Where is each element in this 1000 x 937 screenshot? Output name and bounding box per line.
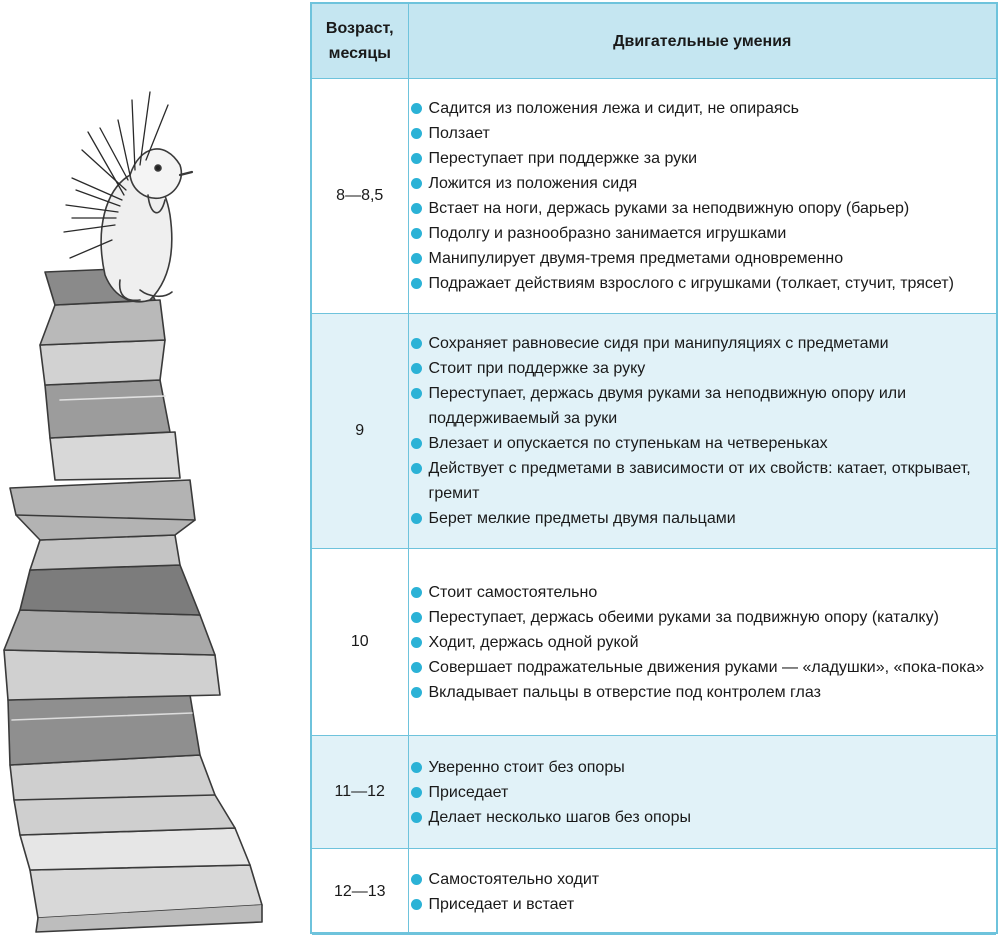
skill-item: Стоит при поддержке за руку: [409, 356, 997, 381]
skills-cell: [408, 736, 996, 849]
skill-item: Делает несколько шагов без опоры: [409, 805, 997, 830]
age-header-line-2: месяцы: [328, 45, 391, 62]
skills-table: [312, 4, 996, 935]
skill-item: Ходит, держась одной рукой: [409, 630, 997, 655]
hedgehog-on-books-icon: [0, 0, 308, 937]
skill-item: Приседает и встает: [409, 892, 997, 917]
age-cell: 11—12: [312, 736, 408, 849]
age-cell: 8—8,5: [312, 79, 408, 314]
skill-item: Приседает: [409, 780, 997, 805]
skill-item: Садится из положения лежа и сидит, не опираясь: [409, 96, 997, 121]
age-cell: 10: [312, 549, 408, 736]
skills-cell: [408, 314, 996, 549]
skill-item: Манипулирует двумя-тремя предметами одновременно: [409, 246, 997, 271]
skills-cell: [408, 849, 996, 935]
age-column-header: [312, 4, 408, 79]
table-row: [312, 314, 996, 549]
skill-item: Подолгу и разнообразно занимается игрушками: [409, 221, 997, 246]
table-row: [312, 849, 996, 935]
table-row: [312, 549, 996, 736]
skill-item: Стоит самостоятельно: [409, 580, 997, 605]
skill-list: [409, 96, 997, 296]
age-header-line-1: Возраст,: [325, 20, 394, 37]
motor-skills-table: [310, 2, 998, 934]
skill-item: Сохраняет равновесие сидя при манипуляциях с предметами: [409, 331, 997, 356]
hedgehog-on-books-illustration: [0, 0, 308, 937]
skill-item: Переступает, держась обеими руками за подвижную опору (каталку): [409, 605, 997, 630]
table-row: [312, 79, 996, 314]
book-stack: [4, 268, 262, 932]
skill-item: Совершает подражательные движения руками — «ладушки», «пока-пока»: [409, 655, 997, 680]
skills-cell: [408, 79, 996, 314]
skill-item: Подражает действиям взрослого с игрушками (толкает, стучит, трясет): [409, 271, 997, 296]
skills-column-header: Двигательные умения: [408, 4, 996, 79]
table-row: [312, 736, 996, 849]
skill-item: Ложится из положения сидя: [409, 171, 997, 196]
age-cell: 9: [312, 314, 408, 549]
skill-item: Самостоятельно ходит: [409, 867, 997, 892]
skill-item: Берет мелкие предметы двумя пальцами: [409, 506, 997, 531]
skill-item: Встает на ноги, держась руками за неподвижную опору (барьер): [409, 196, 997, 221]
skill-item: Ползает: [409, 121, 997, 146]
skill-item: Вкладывает пальцы в отверстие под контролем глаз: [409, 680, 997, 705]
table-header-row: [312, 4, 996, 79]
skill-list: [409, 867, 997, 917]
skill-item: Влезает и опускается по ступенькам на четвереньках: [409, 431, 997, 456]
skill-item: Переступает, держась двумя руками за неподвижную опору или поддерживаемый за руки: [409, 381, 997, 431]
skill-item: Уверенно стоит без опоры: [409, 755, 997, 780]
skills-cell: [408, 549, 996, 736]
skill-list: [409, 580, 997, 705]
age-cell: 12—13: [312, 849, 408, 935]
skill-item: Переступает при поддержке за руки: [409, 146, 997, 171]
skill-list: [409, 331, 997, 531]
skill-item: Действует с предметами в зависимости от их свойств: катает, открывает, гремит: [409, 456, 997, 506]
skill-list: [409, 755, 997, 830]
